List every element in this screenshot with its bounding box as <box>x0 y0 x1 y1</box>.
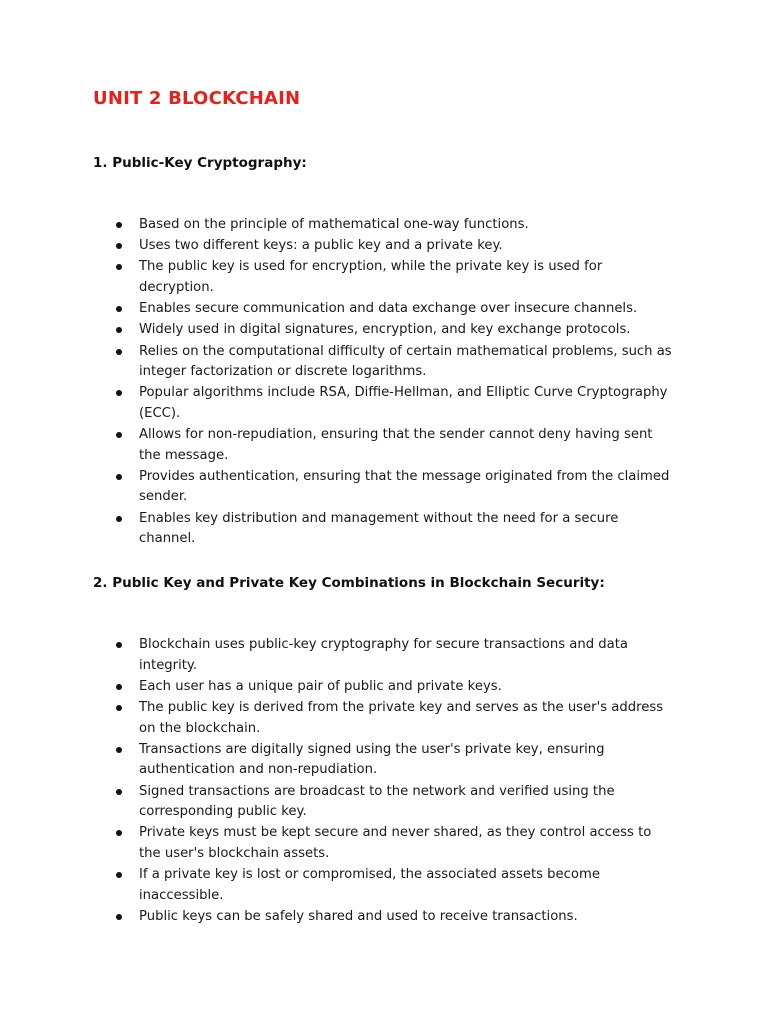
list-item: Private keys must be kept secure and never shared, as they control access to the user's blockchain assets. <box>116 823 676 864</box>
list-item: Each user has a unique pair of public and private keys. <box>116 677 676 698</box>
list-item: Allows for non-repudiation, ensuring that the sender cannot deny having sent the message. <box>116 425 676 466</box>
list-item: Relies on the computational difficulty of certain mathematical problems, such as integer factorization or discrete logarithms. <box>116 342 676 383</box>
list-item: Based on the principle of mathematical one-way functions. <box>116 215 676 236</box>
bullet-list-key-combinations <box>116 635 676 928</box>
list-item: The public key is derived from the private key and serves as the user's address on the blockchain. <box>116 698 676 739</box>
list-item: Widely used in digital signatures, encryption, and key exchange protocols. <box>116 320 676 341</box>
list-item: Signed transactions are broadcast to the network and verified using the corresponding public key. <box>116 782 676 823</box>
list-item: Uses two different keys: a public key and a private key. <box>116 236 676 257</box>
list-item: If a private key is lost or compromised, the associated assets become inaccessible. <box>116 865 676 906</box>
list-item: Popular algorithms include RSA, Diffie-Hellman, and Elliptic Curve Cryptography (ECC). <box>116 383 676 424</box>
list-item: The public key is used for encryption, while the private key is used for decryption. <box>116 257 676 298</box>
list-item: Enables secure communication and data exchange over insecure channels. <box>116 299 676 320</box>
bullet-list-public-key-cryptography <box>116 215 676 550</box>
list-item: Blockchain uses public-key cryptography for secure transactions and data integrity. <box>116 635 676 676</box>
unit-title: UNIT 2 BLOCKCHAIN <box>93 88 301 109</box>
section-heading-key-combinations: 2. Public Key and Private Key Combinations in Blockchain Security: <box>93 575 605 591</box>
list-item: Public keys can be safely shared and used to receive transactions. <box>116 907 676 928</box>
list-item: Transactions are digitally signed using the user's private key, ensuring authentication and non-repudiation. <box>116 740 676 781</box>
list-item: Enables key distribution and management without the need for a secure channel. <box>116 509 676 550</box>
section-heading-public-key-cryptography: 1. Public-Key Cryptography: <box>93 155 307 171</box>
list-item: Provides authentication, ensuring that the message originated from the claimed sender. <box>116 467 676 508</box>
